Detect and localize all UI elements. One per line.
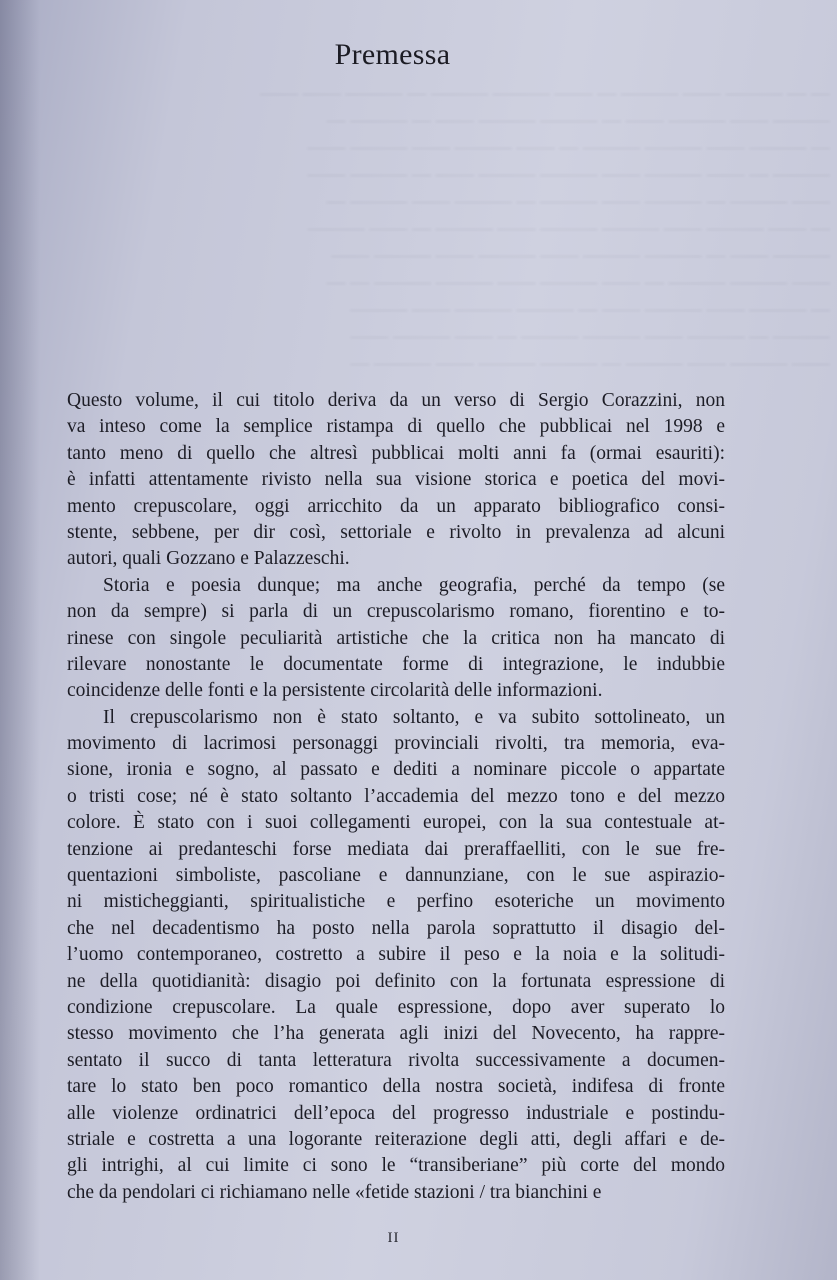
text-line: che da pendolari ci richiamano nelle «fetide stazioni / tra bianchini e <box>67 1181 602 1203</box>
paragraph <box>67 388 725 573</box>
page-number: II <box>387 1230 400 1246</box>
text-line: tanto meno di quello che altresì pubblicai molti anni fa (ormai esauriti): <box>67 442 725 464</box>
text-line: o tristi cose; né è stato soltanto l’accademia del mezzo tono e del mezzo <box>67 785 725 807</box>
text-line: stente, sebbene, per dir così, settoriale e rivolto in prevalenza ad alcuni <box>67 521 725 543</box>
show-through-text: — — ——— —— ——— — —— ——— ——— — ——— —— —— ——— —— ——— —— — ——— ——— —— — ——— — — ——— —— ——— ——— — —— ——— —— ——— —— ——— — —— ——— —— ——— ——— —— — ——— —— —— ——— — ——— —— ——— — ——— —— ——— — — —— ——— —— ——— ——— —— ——— — —— ——— ——— —— — ——— ——— —— ——— —— ——— —— —— ——— ——— — —— ——— —— ——— ——— — — — ——— —— ——— —— — ——— ——— —— ——— ——— — ——— —— ——— ——— — —— ——— —— —— ——— —— ——— — ——— ——— —— ——— — <box>260 83 830 374</box>
text-line: coincidenze delle fonti e la persistente circolarità delle informazioni. <box>67 680 603 702</box>
text-line: Storia e poesia dunque; ma anche geografia, perché da tempo (se <box>103 574 725 596</box>
text-line: che nel decadentismo ha posto nella parola soprattutto il disagio del- <box>67 917 725 939</box>
text-line: ne della quotidianità: disagio poi definito con la fortunata espressione di <box>67 970 725 992</box>
paragraph <box>67 573 725 705</box>
text-line: colore. È stato con i suoi collegamenti europei, con la sua contestuale at- <box>67 812 725 834</box>
text-line: va inteso come la semplice ristampa di quello che pubblicai nel 1998 e <box>67 416 725 438</box>
text-line: Questo volume, il cui titolo deriva da un verso di Sergio Corazzini, non <box>67 390 725 411</box>
text-line: Il crepuscolarismo non è stato soltanto, e va subito sottolineato, un <box>103 706 725 728</box>
text-line: è infatti attentamente rivisto nella sua visione storica e poetica del movi- <box>67 469 725 491</box>
text-line: non da sempre) si parla di un crepuscolarismo romano, fiorentino e to- <box>67 601 725 623</box>
gutter-shadow <box>0 0 40 1280</box>
text-line: rilevare nonostante le documentate forme di integrazione, le indubbie <box>67 653 725 675</box>
text-line: striale e costretta a una logorante reiterazione degli atti, degli affari e de- <box>67 1128 725 1150</box>
text-line: stesso movimento che l’ha generata agli inizi del Novecento, ha rappre- <box>67 1023 725 1045</box>
text-line: sentato il succo di tanta letteratura rivolta successivamente a documen- <box>67 1049 725 1071</box>
body-text <box>67 388 725 1206</box>
paragraph <box>67 705 725 1206</box>
text-line: l’uomo contemporaneo, costretto a subire il peso e la noia e la solitudi- <box>67 944 725 966</box>
text-line: mento crepuscolare, oggi arricchito da un apparato bibliografico consi- <box>67 495 725 517</box>
text-line: sione, ironia e sogno, al passato e dediti a nominare piccole o appartate <box>67 759 725 781</box>
text-line: autori, quali Gozzano e Palazzeschi. <box>67 548 350 570</box>
text-line: rinese con singole peculiarità artistiche che la critica non ha mancato di <box>67 627 725 649</box>
text-line: quentazioni simboliste, pascoliane e dannunziane, con le sue aspirazio- <box>67 865 725 887</box>
page-title: Premessa <box>334 38 451 71</box>
text-line: movimento di lacrimosi personaggi provinciali rivolti, tra memoria, eva- <box>67 733 725 755</box>
text-line: alle violenze ordinatrici dell’epoca del progresso industriale e postindu- <box>67 1102 725 1124</box>
text-line: gli intrighi, al cui limite ci sono le “transiberiane” più corte del mondo <box>67 1155 725 1177</box>
text-line: tenzione ai predanteschi forse mediata dai preraffaelliti, con le sue fre- <box>67 838 725 860</box>
text-line: ni misticheggianti, spiritualistiche e perfino esoteriche un movimento <box>67 891 725 913</box>
text-line: condizione crepuscolare. La quale espressione, dopo aver superato lo <box>67 996 725 1018</box>
text-line: tare lo stato ben poco romantico della nostra società, indifesa di fronte <box>67 1076 725 1098</box>
